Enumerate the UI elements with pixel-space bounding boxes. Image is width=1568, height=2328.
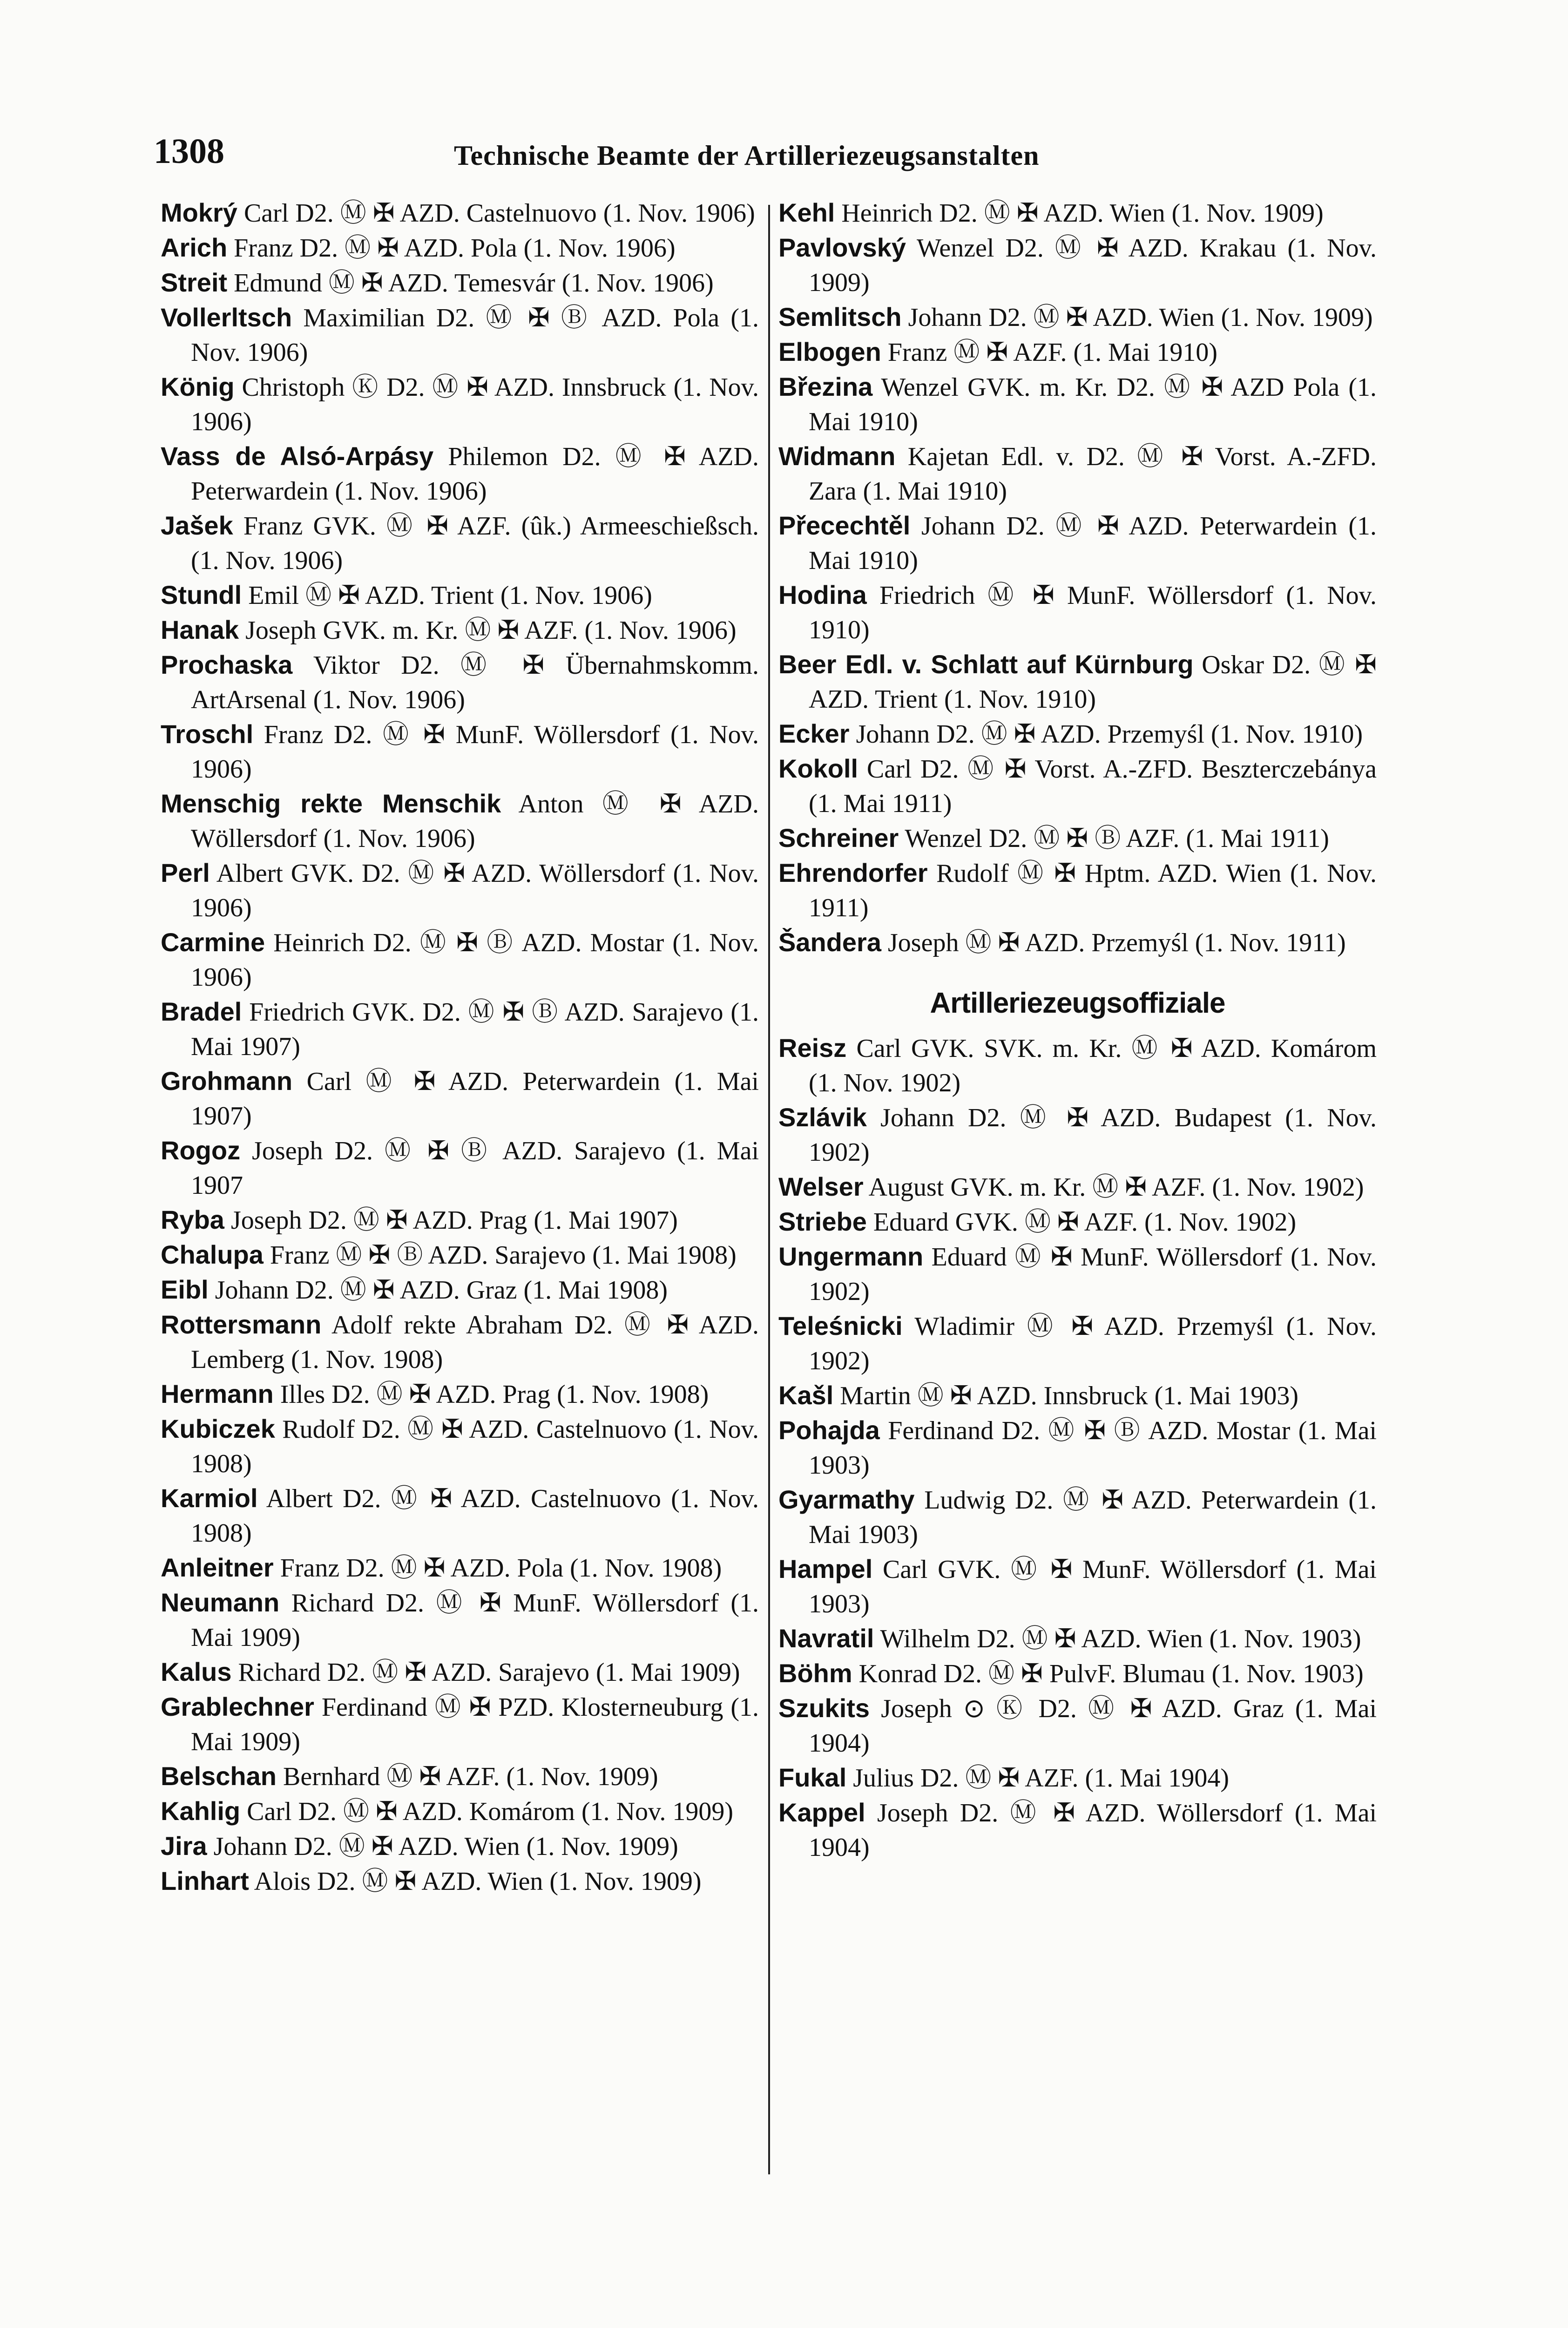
list-item	[161, 786, 759, 856]
entry-name: Carmine	[161, 927, 265, 957]
list-item	[161, 230, 759, 265]
list-item	[161, 648, 759, 717]
list-item	[161, 1133, 759, 1203]
list-item	[778, 196, 1377, 230]
entry-details: Julius D2. Ⓜ ✠ AZF. (1. Mai 1904)	[853, 1764, 1230, 1793]
entry-details: Adolf rekte Abraham D2. Ⓜ ✠ AZD. Lemberg (1. Nov. 1908)	[191, 1311, 759, 1374]
list-item	[778, 1378, 1377, 1413]
column-divider	[768, 205, 770, 2174]
entry-name: Welser	[778, 1172, 864, 1201]
list-item	[161, 1203, 759, 1238]
entry-details: Ferdinand Ⓜ ✠ PZD. Klosterneuburg (1. Mai 1909)	[191, 1693, 759, 1756]
entry-name: Karmiol	[161, 1483, 258, 1513]
entry-name: Schreiner	[778, 823, 899, 853]
right-column	[778, 196, 1377, 1865]
entry-name: Mokrý	[161, 198, 237, 227]
entry-details: Rudolf Ⓜ ✠ Hptm. AZD. Wien (1. Nov. 1911)	[809, 859, 1377, 922]
entry-name: Streit	[161, 268, 228, 297]
list-item	[778, 1621, 1377, 1656]
entry-name: Beer Edl. v. Schlatt auf Kürnburg	[778, 650, 1194, 679]
right-column-entries-top	[778, 196, 1377, 960]
entry-name: Rottersmann	[161, 1310, 322, 1339]
entry-name: Šandera	[778, 927, 881, 957]
entry-name: Linhart	[161, 1866, 249, 1895]
list-item	[778, 751, 1377, 821]
list-item	[778, 370, 1377, 439]
list-item	[161, 925, 759, 995]
list-item	[778, 1413, 1377, 1482]
entry-details: Joseph GVK. m. Kr. Ⓜ ✠ AZF. (1. Nov. 1906)	[245, 616, 737, 645]
entry-name: Gyarmathy	[778, 1485, 915, 1514]
entry-name: Kappel	[778, 1798, 865, 1827]
entry-details: Johann D2. Ⓜ ✠ AZD. Wien (1. Nov. 1909)	[908, 303, 1373, 332]
entry-details: Johann D2. Ⓜ ✠ AZD. Budapest (1. Nov. 1902)	[809, 1103, 1377, 1167]
list-item	[778, 578, 1377, 647]
entry-details: Joseph D2. Ⓜ ✠ AZD. Wöllersdorf (1. Mai 1904)	[809, 1799, 1377, 1862]
entry-name: Kašl	[778, 1381, 834, 1410]
list-item	[161, 1690, 759, 1759]
entry-name: Ryba	[161, 1205, 224, 1234]
list-item	[778, 1309, 1377, 1378]
entry-details: Richard D2. Ⓜ ✠ MunF. Wöllersdorf (1. Mai 1909)	[191, 1589, 759, 1652]
list-item	[161, 1412, 759, 1481]
entry-details: Wenzel D2. Ⓜ ✠ AZD. Krakau (1. Nov. 1909)	[809, 234, 1377, 297]
entry-details: Franz Ⓜ ✠ Ⓑ AZD. Sarajevo (1. Mai 1908)	[270, 1241, 737, 1270]
list-item	[161, 508, 759, 578]
list-item	[161, 370, 759, 439]
list-item	[778, 1205, 1377, 1239]
list-item	[161, 1585, 759, 1655]
list-item	[778, 1100, 1377, 1170]
entry-details: Edmund Ⓜ ✠ AZD. Temesvár (1. Nov. 1906)	[234, 269, 714, 298]
list-item	[778, 230, 1377, 300]
entry-details: Carl D2. Ⓜ ✠ AZD. Castelnuovo (1. Nov. 1906)	[243, 199, 755, 228]
list-item	[161, 300, 759, 370]
list-item	[778, 856, 1377, 925]
entry-name: Hanak	[161, 615, 239, 644]
entry-details: Albert GVK. D2. Ⓜ ✠ AZD. Wöllersdorf (1. Nov. 1906)	[191, 859, 759, 922]
entry-name: Chalupa	[161, 1240, 264, 1269]
list-item	[161, 1064, 759, 1133]
left-column	[161, 196, 759, 1899]
list-item	[161, 1238, 759, 1272]
entry-name: Striebe	[778, 1207, 867, 1236]
entry-name: Hermann	[161, 1379, 274, 1408]
entry-name: Grablechner	[161, 1692, 314, 1721]
entry-details: Carl D2. Ⓜ ✠ Vorst. A.-ZFD. Beszterczebánya (1. Mai 1911)	[809, 755, 1377, 818]
list-item	[778, 300, 1377, 335]
entry-details: Eduard GVK. Ⓜ ✠ AZF. (1. Nov. 1902)	[873, 1208, 1297, 1237]
list-item	[778, 335, 1377, 370]
entry-name: Pohajda	[778, 1415, 880, 1445]
entry-name: Jašek	[161, 511, 233, 540]
list-item	[161, 265, 759, 300]
list-item	[778, 1760, 1377, 1795]
entry-details: Viktor D2. Ⓜ ✠ Übernahmskomm. ArtArsenal (1. Nov. 1906)	[191, 651, 759, 714]
entry-details: Bernhard Ⓜ ✠ AZF. (1. Nov. 1909)	[283, 1762, 658, 1791]
entry-name: Prochaska	[161, 650, 293, 679]
entry-details: Illes D2. Ⓜ ✠ AZD. Prag (1. Nov. 1908)	[280, 1380, 709, 1409]
list-item	[161, 1759, 759, 1794]
entry-details: Rudolf D2. Ⓜ ✠ AZD. Castelnuovo (1. Nov. 1908)	[191, 1415, 759, 1478]
entry-details: Heinrich D2. Ⓜ ✠ Ⓑ AZD. Mostar (1. Nov. 1906)	[191, 928, 759, 992]
entry-details: Ludwig D2. Ⓜ ✠ AZD. Peterwardein (1. Mai 1903)	[809, 1486, 1377, 1549]
entry-name: Kehl	[778, 198, 835, 227]
entry-details: Friedrich Ⓜ ✠ MunF. Wöllersdorf (1. Nov. 1910)	[809, 581, 1377, 644]
entry-details: Franz GVK. Ⓜ ✠ AZF. (ûk.) Armeeschießsch. (1. Nov. 1906)	[191, 512, 759, 575]
entry-name: Vollerltsch	[161, 303, 292, 332]
entry-details: Franz D2. Ⓜ ✠ AZD. Pola (1. Nov. 1906)	[234, 234, 676, 263]
entry-details: Joseph Ⓜ ✠ AZD. Przemyśl (1. Nov. 1911)	[888, 928, 1346, 957]
entry-name: Navratil	[778, 1624, 874, 1653]
entry-details: Franz D2. Ⓜ ✠ AZD. Pola (1. Nov. 1908)	[280, 1554, 722, 1583]
entry-name: Fukal	[778, 1763, 847, 1792]
list-item	[161, 1481, 759, 1550]
entry-name: Hodina	[778, 580, 867, 609]
page-number: 1308	[154, 132, 224, 171]
entry-details: Johann D2. Ⓜ ✠ AZD. Przemyśl (1. Nov. 1910)	[856, 720, 1363, 749]
list-item	[778, 1239, 1377, 1309]
entry-details: Eduard Ⓜ ✠ MunF. Wöllersdorf (1. Nov. 1902)	[809, 1243, 1377, 1306]
list-item	[778, 647, 1377, 717]
list-item	[161, 1864, 759, 1899]
entry-name: Neumann	[161, 1588, 280, 1617]
entry-details: Christoph Ⓚ D2. Ⓜ ✠ AZD. Innsbruck (1. Nov. 1906)	[191, 373, 759, 436]
entry-name: Vass de Alsó-Arpásy	[161, 441, 434, 471]
entry-name: Jira	[161, 1831, 207, 1861]
entry-name: Reisz	[778, 1033, 847, 1062]
list-item	[778, 1482, 1377, 1552]
entry-name: Szlávik	[778, 1103, 867, 1132]
entry-name: Teleśnicki	[778, 1311, 903, 1340]
entry-details: Carl Ⓜ ✠ AZD. Peterwardein (1. Mai 1907)	[191, 1067, 759, 1130]
running-header: Technische Beamte der Artilleriezeugsanstalten	[454, 140, 1040, 171]
entry-details: Franz D2. Ⓜ ✠ MunF. Wöllersdorf (1. Nov. 1906)	[191, 720, 759, 784]
entry-name: Kubiczek	[161, 1414, 275, 1443]
entry-name: Belschan	[161, 1761, 277, 1791]
entry-name: Březina	[778, 372, 873, 401]
entry-name: Grohmann	[161, 1066, 293, 1096]
list-item	[778, 1795, 1377, 1865]
entry-details: Carl D2. Ⓜ ✠ AZD. Komárom (1. Nov. 1909)	[247, 1797, 734, 1826]
entry-name: Semlitsch	[778, 302, 902, 332]
list-item	[161, 578, 759, 613]
entry-name: Kokoll	[778, 754, 858, 783]
entry-details: Alois D2. Ⓜ ✠ AZD. Wien (1. Nov. 1909)	[254, 1867, 702, 1896]
list-item	[161, 1377, 759, 1412]
entry-details: Johann D2. Ⓜ ✠ AZD. Peterwardein (1. Mai 1910)	[809, 512, 1377, 575]
entry-details: Wenzel D2. Ⓜ ✠ Ⓑ AZF. (1. Mai 1911)	[905, 824, 1329, 853]
right-column-entries-bottom	[778, 1031, 1377, 1865]
list-item	[161, 1550, 759, 1585]
entry-details: Wilhelm D2. Ⓜ ✠ AZD. Wien (1. Nov. 1903)	[880, 1624, 1361, 1653]
entry-details: Franz Ⓜ ✠ AZF. (1. Mai 1910)	[887, 338, 1218, 367]
list-item	[778, 1031, 1377, 1100]
entry-name: Elbogen	[778, 337, 881, 366]
list-item	[161, 439, 759, 508]
list-item	[161, 1829, 759, 1864]
list-item	[161, 717, 759, 786]
entry-details: Emil Ⓜ ✠ AZD. Trient (1. Nov. 1906)	[248, 581, 652, 610]
entry-name: Ungermann	[778, 1242, 924, 1271]
entry-details: Richard D2. Ⓜ ✠ AZD. Sarajevo (1. Mai 1909)	[238, 1658, 740, 1687]
list-item	[778, 717, 1377, 751]
entry-name: König	[161, 372, 235, 401]
entry-name: Bradel	[161, 997, 242, 1026]
section-title: Artilleriezeugsoffiziale	[930, 987, 1225, 1019]
entry-name: Arich	[161, 233, 228, 262]
entry-details: Wenzel GVK. m. Kr. D2. Ⓜ ✠ AZD Pola (1. Mai 1910)	[809, 373, 1377, 436]
entry-name: Widmann	[778, 441, 896, 471]
entry-details: Joseph D2. Ⓜ ✠ Ⓑ AZD. Sarajevo (1. Mai 1907	[191, 1137, 759, 1200]
list-item	[778, 1170, 1377, 1205]
list-item	[161, 995, 759, 1064]
entry-details: Oskar D2. Ⓜ ✠ AZD. Trient (1. Nov. 1910)	[809, 650, 1377, 714]
list-item	[778, 1656, 1377, 1691]
entry-details: Ferdinand D2. Ⓜ ✠ Ⓑ AZD. Mostar (1. Mai 1903)	[809, 1416, 1377, 1480]
list-item	[778, 821, 1377, 856]
entry-details: Friedrich GVK. D2. Ⓜ ✠ Ⓑ AZD. Sarajevo (1. Mai 1907)	[191, 998, 759, 1061]
entry-name: Anleitner	[161, 1553, 274, 1582]
entry-details: Carl GVK. SVK. m. Kr. Ⓜ ✠ AZD. Komárom (1. Nov. 1902)	[809, 1034, 1377, 1097]
entry-details: Anton Ⓜ ✠ AZD. Wöllersdorf (1. Nov. 1906)	[191, 790, 759, 853]
entry-name: Menschig rekte Menschik	[161, 789, 501, 818]
list-item	[778, 1552, 1377, 1621]
entry-name: Přecechtěl	[778, 511, 911, 540]
entry-details: Maximilian D2. Ⓜ ✠ Ⓑ AZD. Pola (1. Nov. 1906)	[191, 304, 759, 367]
entry-name: Hampel	[778, 1554, 873, 1584]
list-item	[161, 1794, 759, 1829]
entry-details: August GVK. m. Kr. Ⓜ ✠ AZF. (1. Nov. 1902)	[868, 1173, 1364, 1202]
entry-details: Konrad D2. Ⓜ ✠ PulvF. Blumau (1. Nov. 1903)	[858, 1659, 1364, 1688]
entry-name: Rogoz	[161, 1136, 241, 1165]
entry-details: Carl GVK. Ⓜ ✠ MunF. Wöllersdorf (1. Mai 1903)	[809, 1555, 1377, 1618]
entry-name: Troschl	[161, 719, 254, 749]
entry-name: Szukits	[778, 1693, 870, 1723]
entry-details: Albert D2. Ⓜ ✠ AZD. Castelnuovo (1. Nov. 1908)	[191, 1484, 759, 1548]
list-item	[161, 1272, 759, 1307]
list-item	[778, 1691, 1377, 1760]
entry-details: Johann D2. Ⓜ ✠ AZD. Wien (1. Nov. 1909)	[213, 1832, 678, 1861]
list-item	[778, 439, 1377, 508]
entry-details: Kajetan Edl. v. D2. Ⓜ ✠ Vorst. A.-ZFD. Zara (1. Mai 1910)	[809, 442, 1377, 506]
list-item	[778, 508, 1377, 578]
entry-details: Wladimir Ⓜ ✠ AZD. Przemyśl (1. Nov. 1902)	[809, 1312, 1377, 1375]
list-item	[778, 925, 1377, 960]
entry-details: Philemon D2. Ⓜ ✠ AZD. Peterwardein (1. Nov. 1906)	[191, 442, 759, 506]
entry-name: Ecker	[778, 719, 850, 748]
entry-details: Joseph ⊙ Ⓚ D2. Ⓜ ✠ AZD. Graz (1. Mai 1904)	[809, 1694, 1377, 1758]
list-item	[161, 613, 759, 648]
list-item	[161, 856, 759, 925]
entry-name: Böhm	[778, 1658, 852, 1688]
entry-name: Ehrendorfer	[778, 858, 928, 887]
entry-details: Joseph D2. Ⓜ ✠ AZD. Prag (1. Mai 1907)	[230, 1206, 678, 1235]
list-item	[161, 196, 759, 230]
list-item	[161, 1655, 759, 1690]
entry-details: Johann D2. Ⓜ ✠ AZD. Graz (1. Mai 1908)	[215, 1276, 668, 1305]
entry-name: Eibl	[161, 1275, 209, 1304]
entry-name: Stundl	[161, 580, 242, 609]
list-item	[161, 1307, 759, 1377]
entry-name: Kalus	[161, 1657, 232, 1686]
entry-details: Martin Ⓜ ✠ AZD. Innsbruck (1. Mai 1903)	[840, 1381, 1299, 1410]
entry-name: Kahlig	[161, 1796, 241, 1826]
entry-name: Perl	[161, 858, 210, 887]
entry-details: Heinrich D2. Ⓜ ✠ AZD. Wien (1. Nov. 1909)	[841, 199, 1324, 228]
entry-name: Pavlovský	[778, 233, 906, 262]
